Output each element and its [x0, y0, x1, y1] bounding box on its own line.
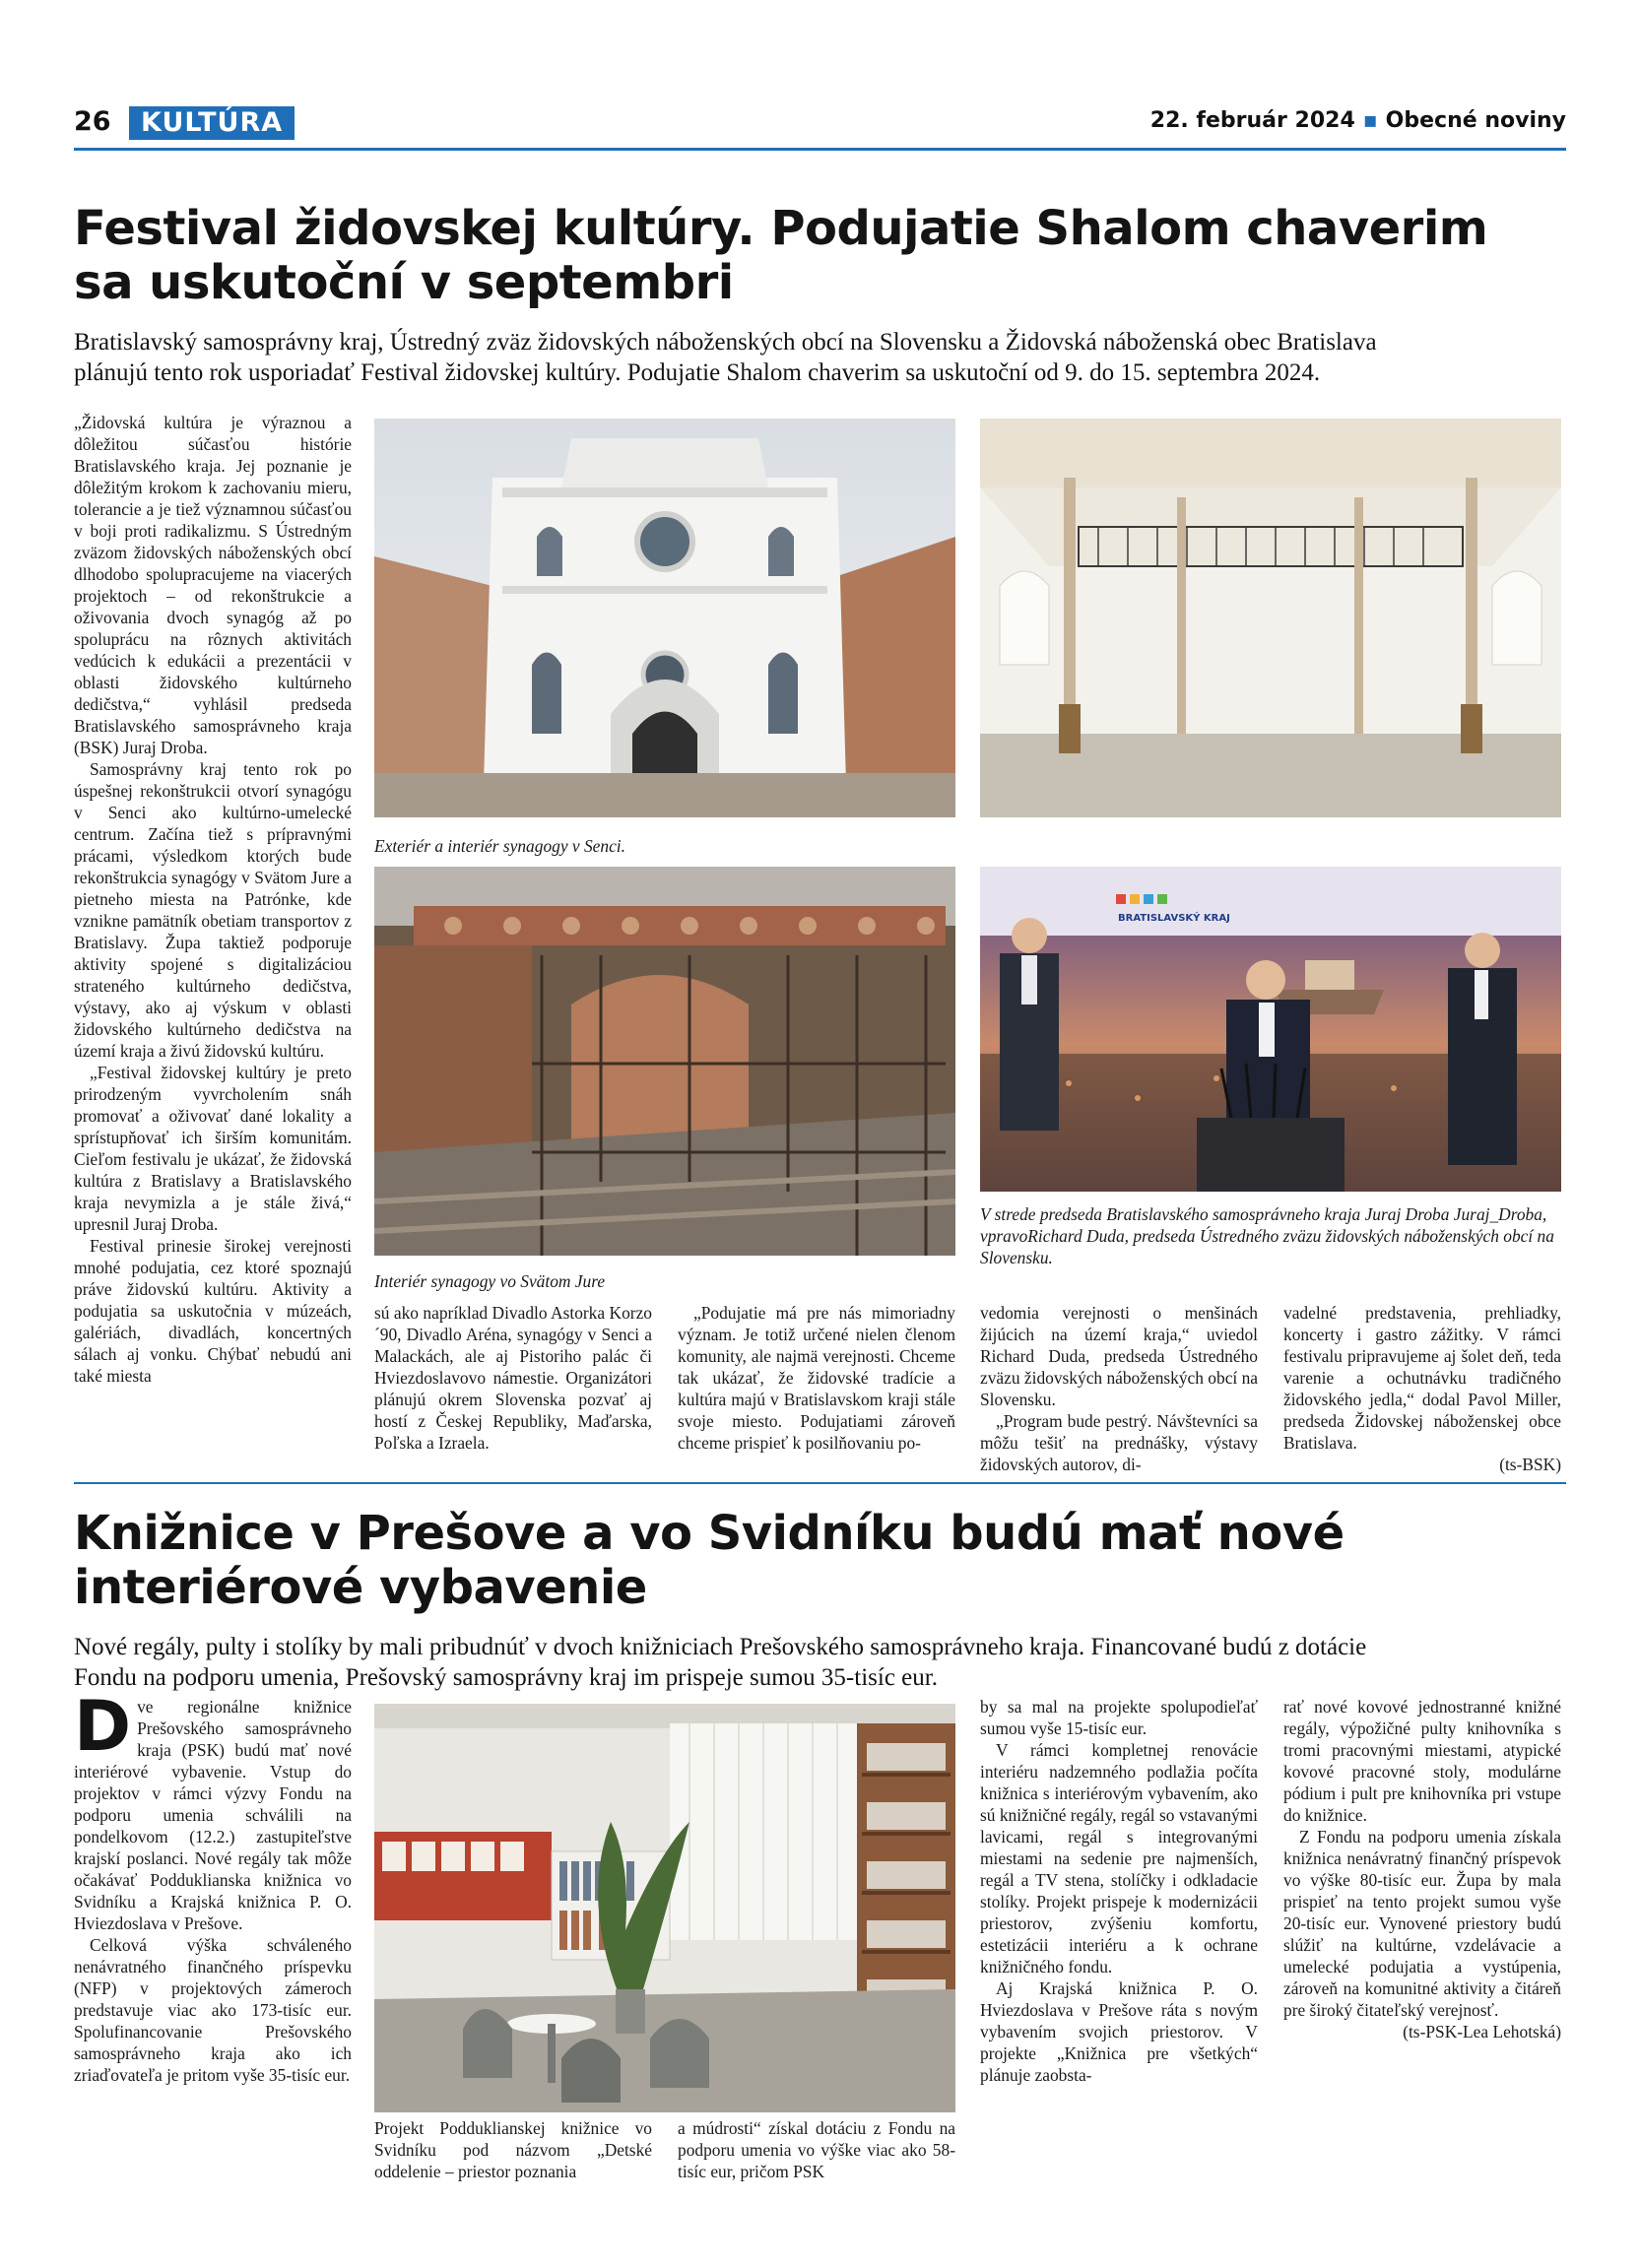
separator-dot-icon: ▪: [1362, 108, 1378, 133]
library-interior-image: [374, 1704, 955, 2112]
paragraph: Festival prinesie širokej verejnosti mnohé podujatia, cez ktoré spoznajú práve židovskú kultúru. Aktivity a podujatia sa uskutočnia v múzeách, galériách, divadlách, koncertných sálach aj vonku. Chýbať nebudú ani také miesta: [74, 1236, 352, 1386]
paragraph: Z Fondu na podporu umenia získala knižnica nenávratný finančný príspevok vo výške 80-tisíc eur. Župa by mala prispieť na tento projekt sumou vyše 20-tisíc eur. Vynovené priestory budú slúžiť na kultúrne, vzdelávacie a umelecké podujatia a vystúpenia, zároveň na komunitné aktivity a čitáreň pre široký čitateľský verejnosť.: [1283, 1827, 1561, 2020]
paragraph: „Program bude pestrý. Návštevníci sa môžu tešiť na prednášky, výstavy židovských autorov, di-: [980, 1411, 1258, 1474]
photo-press-conference: [980, 867, 1561, 1192]
photo-synagogue-interior: [980, 419, 1561, 817]
caption-svaty-jur: Interiér synagogy vo Svätom Jure: [374, 1271, 606, 1291]
article1-column-1: [74, 412, 352, 1479]
article1-column-2: [374, 1302, 652, 1479]
synagogue-interior-image: [980, 419, 1561, 817]
headline-line: Festival židovskej kultúry. Podujatie Shalom chaverim: [74, 201, 1488, 256]
issue-date: 22. február 2024: [1149, 108, 1355, 133]
lede-line: Bratislavský samosprávny kraj, Ústredný zväz židovských náboženských obcí na Slovensku a Židovská náboženská obec Bratislava: [74, 329, 1377, 356]
article2-lede: [74, 1632, 1566, 1693]
dropcap: D: [74, 1696, 132, 1767]
paragraph: sú ako napríklad Divadlo Astorka Korzo´90, Divadlo Aréna, synagógy v Senci a Malackách, ale aj Pistoriho palác či Hviezdoslavovo námestie. Organizátori plánujú okrem Slovenska pozvať aj hostí z Českej Republiky, Maďarska, Poľska a Izraela.: [374, 1303, 652, 1453]
press-logo-text: BRATISLAVSKÝ KRAJ: [1118, 913, 1230, 924]
lede-line: Fondu na podporu umenia, Prešovský samosprávny kraj im prispeje sumou 35-tisíc eur.: [74, 1664, 938, 1691]
article1-column-3: [678, 1302, 955, 1479]
caption-senec: Exteriér a interiér synagogy v Senci.: [374, 836, 625, 856]
paragraph: Aj Krajská knižnica P. O. Hviezdoslava v Prešove ráta s novým vybavením svojich priestorov. V projekte „Knižnica pre všetkých“ plánuje zaobsta-: [980, 1978, 1258, 2085]
paragraph-text: ve regionálne knižnice Prešovského samosprávneho kraja (PSK) budú mať nové interiérové vybavenie. Vstup do projektov v rámci výzvy Fondu na podporu umenia schválili na pondelkovom (12.2.) zastupiteľstve krajskí poslanci. Nové regály tak môže očakávať Podduklianska knižnica vo Svidníku a Krajská knižnica P. O. Hviezdoslava v Prešove.: [74, 1697, 352, 1933]
press-conference-image: [980, 867, 1561, 1192]
article-divider: [74, 1482, 1566, 1484]
caption-library-part2: a múdrosti“ získal dotáciu z Fondu na podporu umenia vo výške viac ako 58-tisíc eur, pričom PSK: [678, 2118, 955, 2181]
headline-line: sa uskutoční v septembri: [74, 255, 734, 310]
synagogue-exterior-image: [374, 419, 955, 817]
photo-svaty-jur-interior: [374, 867, 955, 1256]
svaty-jur-interior-image: [374, 867, 955, 1256]
article2-signature: (ts-PSK-Lea Lehotská): [1403, 2022, 1561, 2041]
issue-info: [1150, 108, 1566, 133]
header-rule: [74, 148, 1566, 151]
lede-line: plánujú tento rok usporiadať Festival židovskej kultúry. Podujatie Shalom chaverim sa uskutoční od 9. do 15. septembra 2024.: [74, 359, 1321, 386]
publication-name: Obecné noviny: [1385, 108, 1566, 133]
paragraph: V rámci kompletnej renovácie interiéru nadzemného podlažia počíta knižnica s interiérovým vybavením, ako sú knižničné regály, regál so vstavanými lavicami, regál s integrovanými miestami na sedenie pre najmenších, regál a TV stena, stolíčky i odkladacie stolíky. Projekt prispeje k modernizácii priestorov, zvýšeniu komfortu, estetizácii interiéru a k ochrane knižničného fondu.: [980, 1740, 1258, 1976]
photo-synagogue-exterior: [374, 419, 955, 817]
headline-line: interiérové vybavenie: [74, 1560, 647, 1615]
paragraph: vedomia verejnosti o menšinách žijúcich na území kraja,“ uviedol Richard Duda, predseda Ústredného zväzu židovských náboženských obcí na Slovensku.: [980, 1303, 1258, 1409]
paragraph: by sa mal na projekte spolupodieľať sumou vyše 15-tisíc eur.: [980, 1697, 1258, 1738]
headline-line: Knižnice v Prešove a vo Svidníku budú mať nové: [74, 1506, 1345, 1561]
paragraph: rať nové kovové jednostranné knižné regály, výpožičné pulty knihovníka s tromi pracovnými miestami, atypické kovové pracovné stoly, modulárne pódium i pult pre knihovníka pri vstupe do knižnice.: [1283, 1697, 1561, 1825]
page-number: 26: [74, 106, 111, 137]
article1-lede: [74, 327, 1566, 388]
caption-press-conference: V strede predseda Bratislavského samosprávneho kraja Juraj Droba Juraj_Droba, vpravoRichard Duda, predseda Ústredného zväzu židovských náboženských obcí na Slovensku.: [980, 1204, 1554, 1267]
paragraph: „Židovská kultúra je výraznou a dôležitou súčasťou histórie Bratislavského kraja. Jej poznanie je dôležitým krokom k zachovaniu mieru, tolerancie a je tiež významnou súčasťou v boji proti radikalizmu. S Ústredným zväzom židovských náboženských obcí dlhodobo spolupracujeme na viacerých projektoch – od rekonštrukcie a oživovania dvoch synagóg až po spoluprácu na rôznych aktivitách vedúcich k edukácii a prezentácii v oblasti židovského kultúrneho dedičstva,“ vyhlásil predseda Bratislavského samosprávneho kraja (BSK) Juraj Droba.: [74, 413, 352, 757]
article2-headline: [74, 1507, 1561, 1615]
paragraph: „Podujatie má pre nás mimoriadny význam. Je totiž určené nielen členom komunity, ale najmä verejnosti. Chceme tak ukázať, že židovské tradície a kultúra majú v Bratislavskom kraji stále svoje miesto. Podujatiami zároveň chceme prispieť k posilňovaniu po-: [678, 1303, 955, 1453]
paragraph: [74, 1696, 352, 1934]
article1-headline: [74, 202, 1561, 310]
caption-library-part1: Projekt Podduklianskej knižnice vo Svidníku pod názvom „Detské oddelenie – priestor poznania: [374, 2118, 652, 2181]
section-badge: KULTÚRA: [129, 106, 295, 140]
article2-column-5: [1283, 1696, 1561, 2228]
lede-line: Nové regály, pulty i stolíky by mali pribudnúť v dvoch knižniciach Prešovského samosprávneho kraja. Financované budú z dotácie: [74, 1634, 1367, 1660]
page-header: [74, 102, 1566, 146]
article2-column-1: [74, 1696, 352, 2228]
article2-column-4: [980, 1696, 1258, 2228]
paragraph: „Festival židovskej kultúry je preto prirodzeným vyvrcholením snáh promovať a oživovať dané lokality a sprístupňovať ich širším komunitám. Cieľom festivalu je ukázať, že židovská kultúra z Bratislavy a Bratislavského kraja nevymizla a je stále živá,“ upresnil Juraj Droba.: [74, 1063, 352, 1234]
article1-column-4: [980, 1302, 1258, 1479]
article1-signature: (ts-BSK): [1499, 1455, 1561, 1474]
paragraph: Celková výška schváleného nenávratného finančného príspevku (NFP) v projektových zámeroch predstavuje viac ako 173-tisíc eur. Spolufinancovanie Prešovského samosprávneho kraja ako ich zriaďovateľa je pritom vyše 35-tisíc eur.: [74, 1935, 352, 2085]
paragraph: Samosprávny kraj tento rok po úspešnej rekonštrukcii otvorí synagógu v Senci ako kultúrno-umelecké centrum. Začína tiež s prípravnými prácami, výsledkom ktorých bude rekonštrukcia synagógy v Svätom Jure a pietneho miesta na Patrónke, kde vznikne pamätník obetiam transportov z Bratislavy. Župa taktiež podporuje aktivity spojené s digitalizáciou strateného kultúrneho dedičstva, výstavy, ako aj výskum v oblasti židovského kultúrneho dedičstva na území kraja a živú židovskú kultúru.: [74, 759, 352, 1061]
article1-column-5: [1283, 1302, 1561, 1479]
photo-library-interior: [374, 1704, 955, 2112]
paragraph: vadelné predstavenia, prehliadky, koncerty i gastro zážitky. V rámci festivalu pripravujeme aj šolet deň, teda varenie a ochutnávku tradičného židovského jedla,“ dodal Pavol Miller, predseda Židovskej náboženskej obce Bratislava.: [1283, 1303, 1561, 1453]
